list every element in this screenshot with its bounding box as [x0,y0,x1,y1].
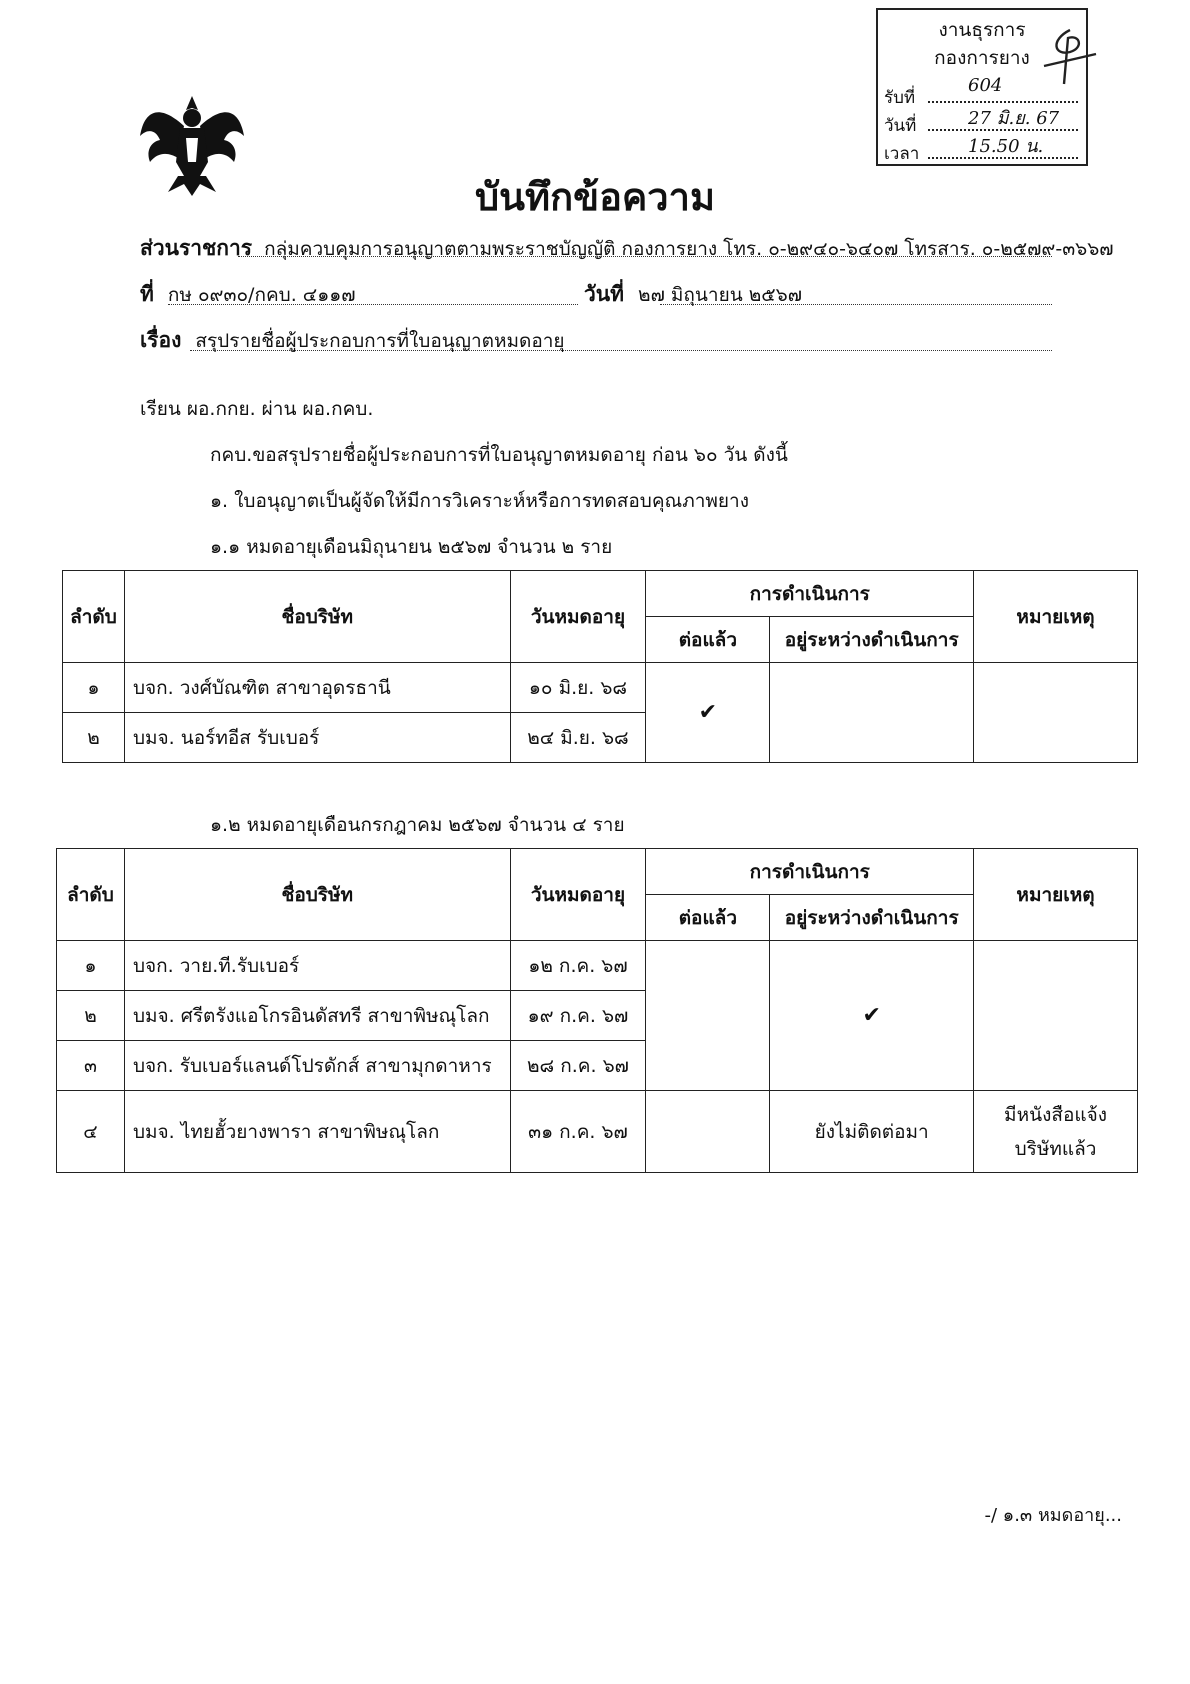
th-remark: หมายเหตุ [974,571,1138,663]
stamp-receive-label: รับที่ [884,88,916,108]
th-renewed: ต่อแล้ว [646,895,770,941]
th-expiry: วันหมดอายุ [510,849,646,941]
row-company: บจก. รับเบอร์แลนด์โปรดักส์ สาขามุกดาหาร [124,1041,510,1091]
row-order: ๔ [57,1091,125,1173]
row-expiry: ๒๔ มิ.ย. ๖๘ [510,713,646,763]
row-expiry: ๒๘ ก.ค. ๖๗ [510,1041,646,1091]
item-1-2: ๑.๒ หมดอายุเดือนกรกฎาคม ๒๕๖๗ จำนวน ๔ ราย [210,814,625,836]
subject-value: สรุปรายชื่อผู้ประกอบการที่ใบอนุญาตหมดอายุ [195,330,565,352]
row-expiry: ๓๑ ก.ค. ๖๗ [510,1091,646,1173]
ref-value: กษ ๐๙๓๐/กคบ. ๔๑๑๗ [167,284,356,306]
table-row [63,663,1138,713]
agency-underline [238,256,1052,257]
table-row [57,941,1138,991]
agency-value: กลุ่มควบคุมการอนุญาตตามพระราชบัญญัติ กองการยาง โทร. ๐-๒๙๔๐-๖๔๐๗ โทรสาร. ๐-๒๕๗๙-๓๖๖๗ [264,238,1114,260]
th-order: ลำดับ [57,849,125,941]
ref-label: ที่ [140,282,154,306]
agency-row [140,232,1114,265]
renewed-check-icon: ✔ [646,663,770,763]
th-renewed: ต่อแล้ว [646,617,770,663]
date-row [584,278,802,311]
page-title: บันทึกข้อความ [474,175,716,219]
ref-underline [168,304,578,305]
intro-paragraph: กคบ.ขอสรุปรายชื่อผู้ประกอบการที่ใบอนุญาตหมดอายุ ก่อน ๖๐ วัน ดังนี้ [210,444,788,466]
row-company: บมจ. ศรีตรังแอโกรอินดัสทรี สาขาพิษณุโลก [124,991,510,1041]
th-in-progress: อยู่ระหว่างดำเนินการ [770,617,974,663]
row-order: ๓ [57,1041,125,1091]
date-value: ๒๗ มิถุนายน ๒๕๖๗ [638,284,802,306]
row-order: ๒ [63,713,125,763]
row-expiry: ๑๙ ก.ค. ๖๗ [510,991,646,1041]
row-order: ๒ [57,991,125,1041]
row-company: บมจ. ไทยฮั้วยางพารา สาขาพิษณุโลก [124,1091,510,1173]
stamp-dept-line2: กองการยาง [934,47,1030,69]
th-expiry: วันหมดอายุ [510,571,646,663]
remark-line1: มีหนังสือแจ้ง [1004,1103,1108,1126]
continuation-note: -/ ๑.๓ หมดอายุ... [984,1505,1122,1526]
stamp-dept-line1: งานธุรการ [938,19,1026,41]
stamp-time-value: 15.50 น. [968,136,1044,157]
th-order: ลำดับ [63,571,125,663]
salutation: เรียน ผอ.กกย. ผ่าน ผอ.กคบ. [140,398,374,420]
table-row [57,1091,1138,1173]
row-renewed [646,941,770,1091]
row-expiry: ๑๒ ก.ค. ๖๗ [510,941,646,991]
handwritten-signature [1040,26,1100,86]
item-1: ๑. ใบอนุญาตเป็นผู้จัดให้มีการวิเคราะห์หรือการทดสอบคุณภาพยาง [210,490,749,512]
stamp-time-row [884,136,1078,167]
row-order: ๑ [63,663,125,713]
row-in-progress [770,663,974,763]
remark-line2: บริษัทแล้ว [1014,1137,1097,1160]
subject-row [140,324,565,357]
ref-row [140,278,356,311]
th-company: ชื่อบริษัท [124,571,510,663]
row-company: บจก. วงศ์บัณฑิต สาขาอุดรธานี [124,663,510,713]
date-underline [660,304,1052,305]
th-action: การดำเนินการ [646,849,974,895]
th-remark: หมายเหตุ [974,849,1138,941]
item-1-1: ๑.๑ หมดอายุเดือนมิถุนายน ๒๕๖๗ จำนวน ๒ ราย [210,536,613,558]
row-order: ๑ [57,941,125,991]
th-company: ชื่อบริษัท [124,849,510,941]
stamp-receive-value: 604 [968,75,1003,96]
subject-underline [190,350,1052,351]
th-in-progress: อยู่ระหว่างดำเนินการ [770,895,974,941]
stamp-date-value: 27 มิ.ย. 67 [968,108,1060,129]
subject-label: เรื่อง [140,328,182,352]
agency-label: ส่วนราชการ [140,236,253,260]
stamp-date-label: วันที่ [884,116,917,136]
row-company: บมจ. นอร์ทอีส รับเบอร์ [124,713,510,763]
in-progress-check-icon: ✔ [770,941,974,1091]
row-remark [974,663,1138,763]
row-renewed [646,1091,770,1173]
expiry-table-july [56,848,1138,1173]
row-remark [974,941,1138,1091]
row-company: บจก. วาย.ที.รับเบอร์ [124,941,510,991]
row-expiry: ๑๐ มิ.ย. ๖๘ [510,663,646,713]
row-in-progress: ยังไม่ติดต่อมา [770,1091,974,1173]
stamp-time-label: เวลา [884,144,920,164]
th-action: การดำเนินการ [646,571,974,617]
date-label: วันที่ [584,282,624,306]
expiry-table-june [62,570,1138,763]
row-remark [974,1091,1138,1173]
